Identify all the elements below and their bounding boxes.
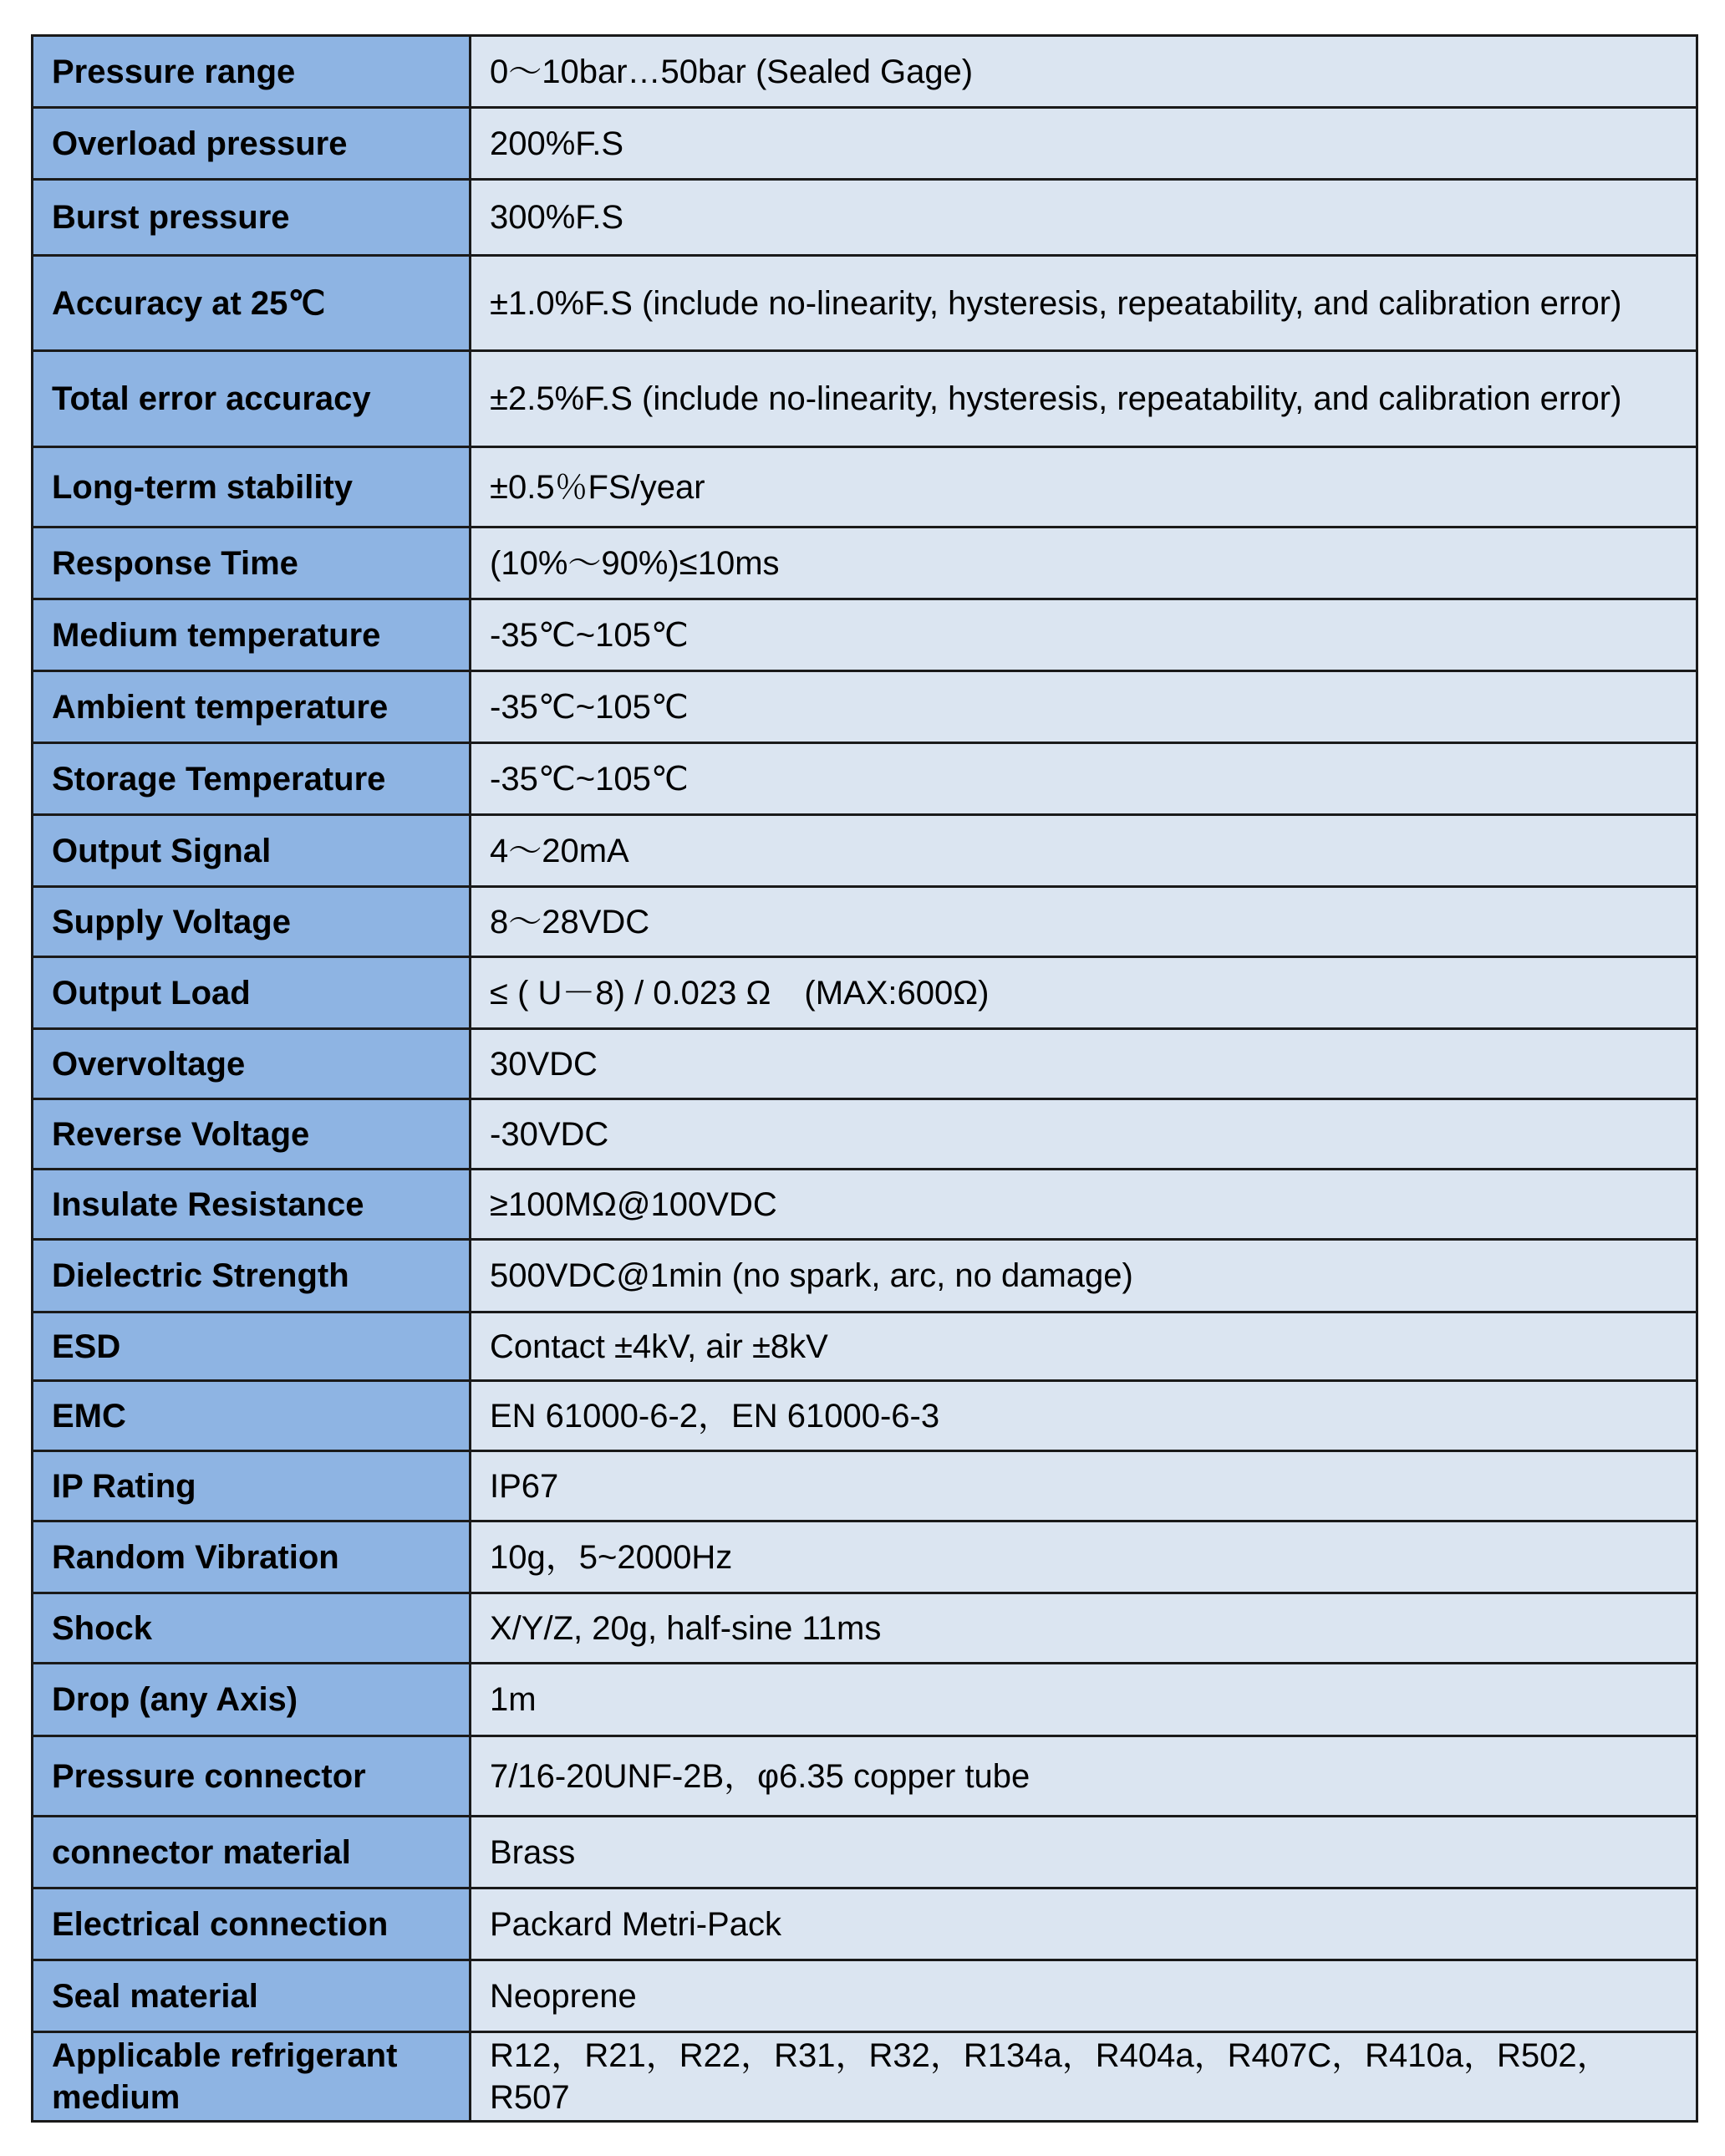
- spec-row: [33, 447, 1697, 528]
- spec-label: Storage Temperature: [33, 743, 471, 815]
- spec-value: -35℃~105℃: [471, 743, 1697, 815]
- spec-value: IP67: [471, 1451, 1697, 1521]
- spec-value: Brass: [471, 1817, 1697, 1888]
- spec-label: Random Vibration: [33, 1521, 471, 1593]
- spec-value: ±0.5％FS/year: [471, 447, 1697, 528]
- spec-value: ±2.5%F.S (include no-linearity, hysteresis, repeatability, and calibration error): [471, 351, 1697, 447]
- spec-row: [33, 180, 1697, 256]
- spec-label: Ambient temperature: [33, 671, 471, 743]
- spec-row: [33, 256, 1697, 351]
- spec-row: [33, 2032, 1697, 2122]
- spec-label: connector material: [33, 1817, 471, 1888]
- spec-row: [33, 957, 1697, 1029]
- spec-row: [33, 1664, 1697, 1736]
- spec-value: 500VDC@1min (no spark, arc, no damage): [471, 1240, 1697, 1312]
- spec-value: R12，R21，R22，R31，R32，R134a，R404a，R407C，R410a，R502，R507: [471, 2032, 1697, 2122]
- spec-row: [33, 1960, 1697, 2032]
- spec-row: [33, 1312, 1697, 1381]
- spec-label: Accuracy at 25℃: [33, 256, 471, 351]
- spec-value: 200%F.S: [471, 108, 1697, 180]
- spec-value: ≤ ( U－8) / 0.023 Ω (MAX:600Ω): [471, 957, 1697, 1029]
- spec-label: Seal material: [33, 1960, 471, 2032]
- spec-value: Neoprene: [471, 1960, 1697, 2032]
- spec-row: [33, 671, 1697, 743]
- spec-row: [33, 599, 1697, 671]
- spec-row: [33, 1029, 1697, 1099]
- spec-value: ≥100MΩ@100VDC: [471, 1170, 1697, 1240]
- spec-row: [33, 1888, 1697, 1960]
- spec-value: -30VDC: [471, 1099, 1697, 1170]
- spec-label: Long-term stability: [33, 447, 471, 528]
- spec-row: [33, 815, 1697, 887]
- spec-value: Contact ±4kV, air ±8kV: [471, 1312, 1697, 1381]
- spec-value: EN 61000-6-2，EN 61000-6-3: [471, 1381, 1697, 1451]
- spec-row: [33, 36, 1697, 108]
- spec-value: 1m: [471, 1664, 1697, 1736]
- spec-label: Output Load: [33, 957, 471, 1029]
- spec-value: 7/16-20UNF-2B，φ6.35 copper tube: [471, 1736, 1697, 1817]
- spec-value: 0～10bar…50bar (Sealed Gage): [471, 36, 1697, 108]
- spec-value: -35℃~105℃: [471, 599, 1697, 671]
- spec-row: [33, 351, 1697, 447]
- spec-row: [33, 887, 1697, 957]
- spec-label: Output Signal: [33, 815, 471, 887]
- spec-label: Dielectric Strength: [33, 1240, 471, 1312]
- spec-label: Shock: [33, 1593, 471, 1664]
- spec-value: 4～20mA: [471, 815, 1697, 887]
- spec-label: Applicable refrigerant medium: [33, 2032, 471, 2122]
- spec-label: IP Rating: [33, 1451, 471, 1521]
- spec-value: 30VDC: [471, 1029, 1697, 1099]
- spec-label: Burst pressure: [33, 180, 471, 256]
- spec-row: [33, 1736, 1697, 1817]
- spec-table-body: [33, 36, 1697, 2122]
- spec-label: Insulate Resistance: [33, 1170, 471, 1240]
- spec-label: Pressure range: [33, 36, 471, 108]
- spec-row: [33, 1381, 1697, 1451]
- spec-label: Pressure connector: [33, 1736, 471, 1817]
- spec-value: Packard Metri-Pack: [471, 1888, 1697, 1960]
- spec-row: [33, 1593, 1697, 1664]
- spec-label: ESD: [33, 1312, 471, 1381]
- spec-value: 10g，5~2000Hz: [471, 1521, 1697, 1593]
- spec-row: [33, 108, 1697, 180]
- spec-label: Drop (any Axis): [33, 1664, 471, 1736]
- spec-row: [33, 1521, 1697, 1593]
- spec-row: [33, 528, 1697, 599]
- spec-row: [33, 1099, 1697, 1170]
- spec-value: 300%F.S: [471, 180, 1697, 256]
- spec-row: [33, 1817, 1697, 1888]
- spec-value: (10%～90%)≤10ms: [471, 528, 1697, 599]
- spec-label: Overvoltage: [33, 1029, 471, 1099]
- spec-label: Supply Voltage: [33, 887, 471, 957]
- spec-label: Medium temperature: [33, 599, 471, 671]
- spec-value: X/Y/Z, 20g, half-sine 11ms: [471, 1593, 1697, 1664]
- spec-row: [33, 1240, 1697, 1312]
- spec-value: 8～28VDC: [471, 887, 1697, 957]
- spec-label: Overload pressure: [33, 108, 471, 180]
- spec-row: [33, 1170, 1697, 1240]
- spec-row: [33, 1451, 1697, 1521]
- spec-table: [31, 34, 1698, 2123]
- spec-label: Total error accuracy: [33, 351, 471, 447]
- spec-label: EMC: [33, 1381, 471, 1451]
- spec-label: Response Time: [33, 528, 471, 599]
- spec-label: Reverse Voltage: [33, 1099, 471, 1170]
- spec-label: Electrical connection: [33, 1888, 471, 1960]
- spec-value: -35℃~105℃: [471, 671, 1697, 743]
- spec-row: [33, 743, 1697, 815]
- spec-value: ±1.0%F.S (include no-linearity, hysteresis, repeatability, and calibration error): [471, 256, 1697, 351]
